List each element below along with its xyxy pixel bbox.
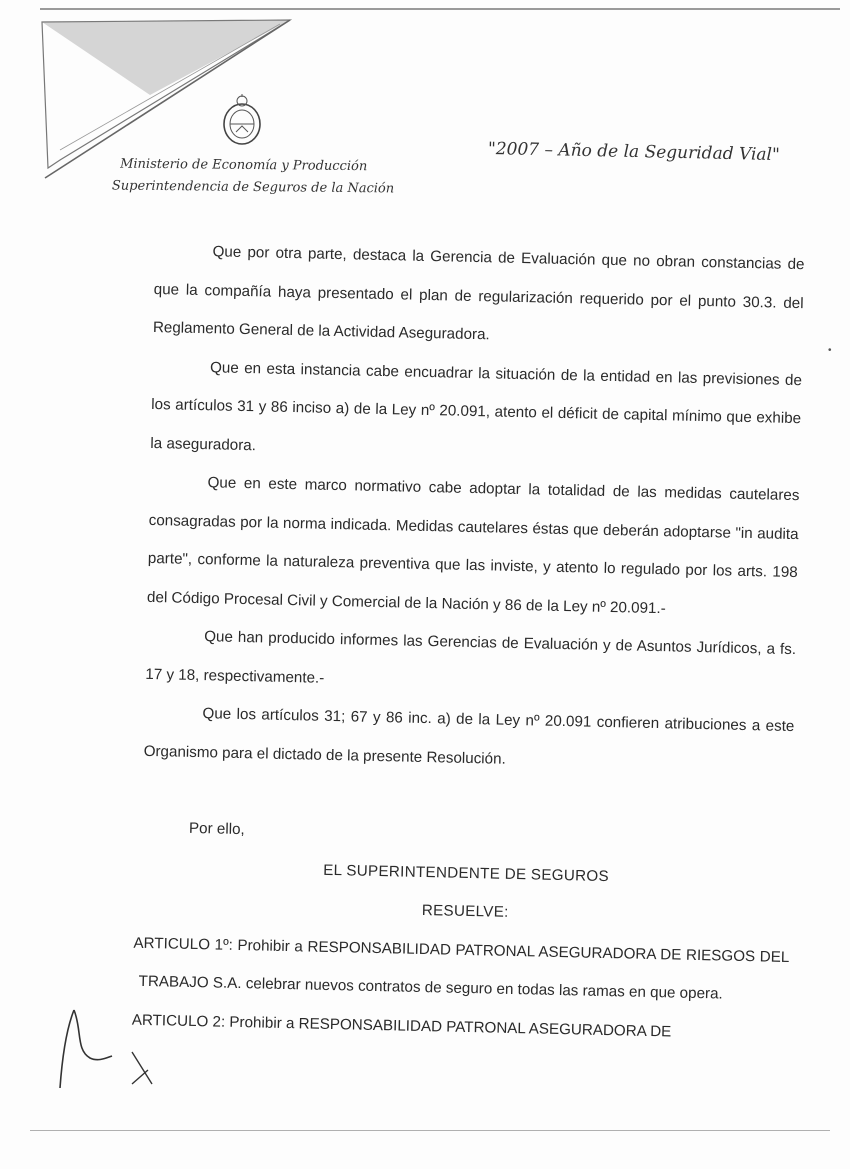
- resuelve-heading: RESUELVE:: [421, 901, 509, 921]
- article-2: ARTICULO 2: Prohibir a RESPONSABILIDAD PATRONAL ASEGURADORA DE: [131, 1011, 672, 1040]
- paragraph: Que han producido informes las Gerencias de Evaluación y de Asuntos Jurídicos, a fs. 17 y 18, respectivamente.-: [145, 628, 797, 687]
- ministry-line-1: Ministerio de Economía y Producción: [120, 156, 368, 175]
- paragraph: Que en esta instancia cabe encuadrar la situación de la entidad en las previsiones de los artículos 31 y 86 inciso a) de la Ley nº 20.091, atento el déficit de capital mínimo que exhibe la aseguradora.: [150, 358, 803, 454]
- por-ello: Por ello,: [188, 819, 245, 839]
- article-1: ARTICULO 1º: Prohibir a RESPONSABILIDAD PATRONAL ASEGURADORA DE RIESGOS DEL TRABAJO S.A. celebrar nuevos contratos de seguro en todas las ramas en que opera.: [133, 934, 790, 1003]
- year-motto: "2007 – Año de la Seguridad Vial": [487, 138, 780, 166]
- margin-mark: •: [828, 345, 832, 356]
- national-seal-icon: [218, 92, 266, 148]
- ministry-header: [111, 154, 395, 201]
- paragraph: Que los artículos 31; 67 y 86 inc. a) de la Ley nº 20.091 confieren atribuciones a este Organismo para el dictado de la presente Resolución.: [143, 705, 795, 768]
- ministry-line-2: Superintendencia de Seguros de la Nación: [111, 178, 395, 197]
- resolution-title: EL SUPERINTENDENTE DE SEGUROS: [323, 861, 610, 885]
- paragraph: Que por otra parte, destaca la Gerencia de Evaluación que no obran constancias de que la compañía haya presentado el plan de regularización requerido por el punto 30.3. del Reglamento General de la Actividad Aseguradora.: [152, 243, 805, 344]
- document-body: [131, 232, 805, 1054]
- paragraph: Que en este marco normativo cabe adoptar la totalidad de las medidas cautelares consagradas por la norma indicada. Medidas cautelares éstas que deberán adoptarse "in audita parte", conforme la naturaleza preventiva que las inviste, y atento lo regulado por los arts. 198 del Código Procesal Civil y Comercial de la Nación y 86 de la Ley nº 20.091.-: [146, 474, 800, 617]
- bottom-rule: [30, 1130, 830, 1131]
- handwritten-initial-icon: [52, 1000, 162, 1100]
